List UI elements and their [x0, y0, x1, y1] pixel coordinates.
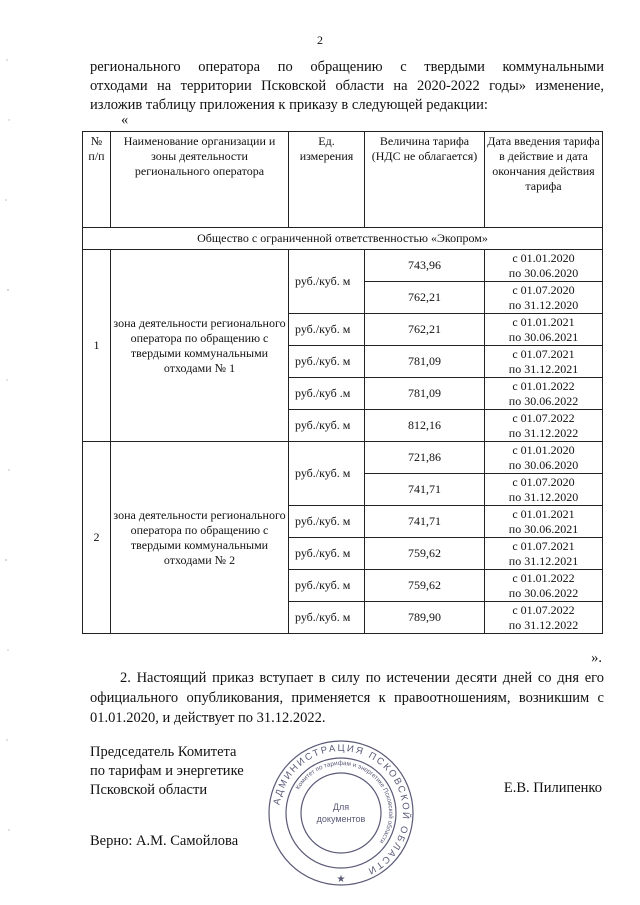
stamp-middle-text: Комитет по тарифам и энергетике Псковской области — [294, 759, 395, 845]
date-to: по 31.12.2021 — [508, 553, 579, 568]
tariff-value: 812,16 — [365, 410, 485, 442]
signature-title-line: Псковской области — [90, 782, 208, 798]
date-cell — [485, 442, 603, 474]
date-to: по 31.12.2022 — [508, 425, 579, 440]
stamp-center-line: Для — [332, 802, 350, 812]
intro-line: отходами на территории Псковской области на 2020-2022 годы» изменение, — [90, 78, 604, 94]
stamp-seal — [266, 738, 416, 888]
header-tariff: Величина тарифа (НДС не облагается) — [365, 132, 485, 228]
date-to: по 31.12.2020 — [508, 489, 579, 504]
date-cell — [485, 506, 603, 538]
unit-cell: руб./куб. м — [289, 538, 365, 570]
date-from: с 01.07.2021 — [512, 538, 575, 553]
signature-block — [90, 743, 244, 800]
date-to: по 31.12.2020 — [508, 297, 579, 312]
header-name: Наименование организации и зоны деятельности регионального оператора — [111, 132, 289, 228]
org-row — [83, 228, 603, 250]
header-num: № п/п — [83, 132, 111, 228]
intro-line: изложив таблицу приложения к приказу в следующей редакции: — [90, 97, 488, 113]
date-to: по 30.06.2020 — [508, 265, 579, 280]
date-from: с 01.07.2021 — [512, 346, 575, 361]
date-from: с 01.07.2022 — [512, 410, 575, 425]
table-row — [83, 442, 603, 474]
stamp-star-icon: ★ — [336, 874, 346, 885]
tariff-table — [82, 131, 603, 634]
unit-cell: руб./куб. м — [289, 250, 365, 314]
tariff-value: 741,71 — [365, 506, 485, 538]
date-to: по 30.06.2022 — [508, 585, 579, 600]
date-cell — [485, 282, 603, 314]
tariff-value: 741,71 — [365, 474, 485, 506]
date-from: с 01.01.2021 — [512, 314, 575, 329]
header-unit: Ед. измерения — [289, 132, 365, 228]
zone-name: зона деятельности регионального оператора по обращению с твердыми коммунальными отходами № 2 — [111, 442, 289, 634]
tariff-value: 762,21 — [365, 314, 485, 346]
date-to: по 30.06.2020 — [508, 457, 579, 472]
stamp-middle-ring — [286, 758, 396, 868]
unit-cell: руб./куб. м — [289, 442, 365, 506]
date-cell — [485, 538, 603, 570]
close-quote: ». — [591, 650, 602, 666]
date-to: по 31.12.2022 — [508, 617, 579, 632]
date-to: по 30.06.2022 — [508, 393, 579, 408]
page-number: 2 — [317, 33, 323, 47]
tariff-value: 759,62 — [365, 538, 485, 570]
unit-cell: руб./куб. м — [289, 602, 365, 634]
scan-edge-marks — [3, 0, 13, 905]
date-cell — [485, 410, 603, 442]
header-dates: Дата введения тарифа в действие и дата окончания действия тарифа — [485, 132, 603, 228]
date-from: с 01.01.2022 — [512, 570, 575, 585]
table-header-row — [83, 132, 603, 228]
signer-name: Е.В. Пилипенко — [503, 780, 602, 796]
stamp-center-line: документов — [316, 814, 366, 824]
date-cell — [485, 250, 603, 282]
date-from: с 01.07.2022 — [512, 602, 575, 617]
date-from: с 01.01.2022 — [512, 378, 575, 393]
date-cell — [485, 570, 603, 602]
date-from: с 01.01.2020 — [512, 442, 575, 457]
date-cell — [485, 602, 603, 634]
intro-line: регионального оператора по обращению с твердыми коммунальными — [90, 59, 604, 75]
stamp-outer-text: АДМИНИСТРАЦИЯ ПСКОВСКОЙ ОБЛАСТИ — [271, 742, 412, 877]
signature-title-line: по тарифам и энергетике — [90, 763, 244, 779]
unit-cell: руб./куб .м — [289, 378, 365, 410]
unit-cell: руб./куб. м — [289, 506, 365, 538]
stamp-inner-ring — [301, 773, 381, 853]
tariff-value: 759,62 — [365, 570, 485, 602]
unit-cell: руб./куб. м — [289, 314, 365, 346]
tariff-value: 781,09 — [365, 378, 485, 410]
date-from: с 01.01.2021 — [512, 506, 575, 521]
org-name: Общество с ограниченной ответственностью «Экопром» — [83, 228, 603, 250]
date-to: по 30.06.2021 — [508, 521, 579, 536]
zone-name: зона деятельности регионального оператора по обращению с твердыми коммунальными отходами № 1 — [111, 250, 289, 442]
unit-cell: руб./куб. м — [289, 346, 365, 378]
date-cell — [485, 314, 603, 346]
unit-cell: руб./куб. м — [289, 570, 365, 602]
date-to: по 31.12.2021 — [508, 361, 579, 376]
date-cell — [485, 378, 603, 410]
date-cell — [485, 346, 603, 378]
tariff-value: 781,09 — [365, 346, 485, 378]
tariff-value: 762,21 — [365, 282, 485, 314]
signature-title-line: Председатель Комитета — [90, 744, 237, 760]
unit-cell: руб./куб. м — [289, 410, 365, 442]
zone-num: 1 — [83, 250, 111, 442]
tariff-value: 721,86 — [365, 442, 485, 474]
intro-paragraph — [90, 58, 604, 115]
date-from: с 01.07.2020 — [512, 282, 575, 297]
open-quote: « — [121, 112, 129, 128]
table-row — [83, 250, 603, 282]
tariff-value: 789,90 — [365, 602, 485, 634]
paragraph-2 — [90, 668, 604, 728]
zone-num: 2 — [83, 442, 111, 634]
date-from: с 01.01.2020 — [512, 250, 575, 265]
date-to: по 30.06.2021 — [508, 329, 579, 344]
paragraph-2-text: 2. Настоящий приказ вступает в силу по истечении десяти дней со дня его официального опубликования, применяется к правоотношениям, возникшим с 01.01.2020, и действует по 31.12.2022. — [90, 670, 604, 726]
certified-by: Верно: А.М. Самойлова — [90, 833, 239, 849]
date-from: с 01.07.2020 — [512, 474, 575, 489]
tariff-value: 743,96 — [365, 250, 485, 282]
date-cell — [485, 474, 603, 506]
